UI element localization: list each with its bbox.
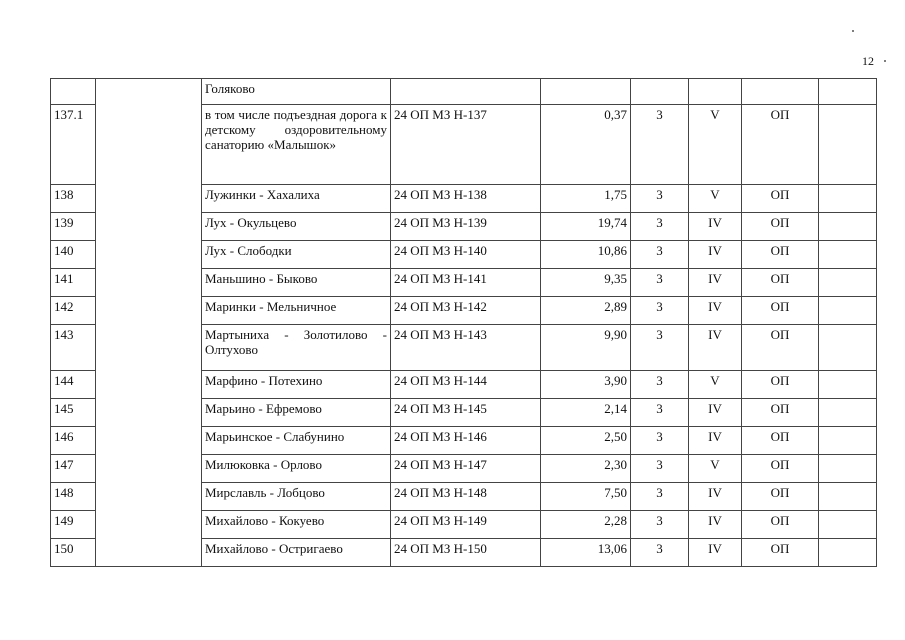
cell-num: 146 [51, 427, 96, 455]
cell-name: Мартыниха - Золотилово - Олтухово [202, 325, 391, 371]
cell-category: 3 [631, 185, 689, 213]
cell-significance: ОП [742, 185, 819, 213]
cell-category [631, 79, 689, 105]
cell-class: V [689, 105, 742, 185]
cell-notes [819, 105, 877, 185]
cell-class: IV [689, 511, 742, 539]
cell-class: IV [689, 427, 742, 455]
cell-significance [742, 79, 819, 105]
cell-code: 24 ОП МЗ Н-137 [391, 105, 541, 185]
cell-name: Лух - Окульцево [202, 213, 391, 241]
cell-class: V [689, 455, 742, 483]
cell-category: 3 [631, 213, 689, 241]
cell-category: 3 [631, 105, 689, 185]
cell-name: Лух - Слободки [202, 241, 391, 269]
cell-num: 150 [51, 539, 96, 567]
cell-length: 3,90 [541, 371, 631, 399]
cell-name: Марфино - Потехино [202, 371, 391, 399]
roads-table [50, 78, 877, 567]
cell-length: 9,35 [541, 269, 631, 297]
cell-code: 24 ОП МЗ Н-143 [391, 325, 541, 371]
cell-code: 24 ОП МЗ Н-144 [391, 371, 541, 399]
cell-length: 10,86 [541, 241, 631, 269]
cell-name: Маринки - Мельничное [202, 297, 391, 325]
cell-code: 24 ОП МЗ Н-150 [391, 539, 541, 567]
cell-num: 140 [51, 241, 96, 269]
cell-num: 138 [51, 185, 96, 213]
cell-code: 24 ОП МЗ Н-140 [391, 241, 541, 269]
cell-significance: ОП [742, 297, 819, 325]
cell-class: V [689, 185, 742, 213]
cell-notes [819, 399, 877, 427]
cell-significance: ОП [742, 213, 819, 241]
cell-notes [819, 269, 877, 297]
cell-category: 3 [631, 297, 689, 325]
cell-notes [819, 79, 877, 105]
scan-speck [852, 30, 854, 32]
cell-significance: ОП [742, 105, 819, 185]
cell-code: 24 ОП МЗ Н-148 [391, 483, 541, 511]
cell-name: Милюковка - Орлово [202, 455, 391, 483]
cell-name: Михайлово - Остригаево [202, 539, 391, 567]
cell-notes [819, 371, 877, 399]
cell-significance: ОП [742, 269, 819, 297]
cell-category: 3 [631, 539, 689, 567]
cell-num: 139 [51, 213, 96, 241]
cell-class: IV [689, 539, 742, 567]
cell-significance: ОП [742, 371, 819, 399]
cell-length: 2,89 [541, 297, 631, 325]
cell-length: 0,37 [541, 105, 631, 185]
cell-length: 13,06 [541, 539, 631, 567]
cell-class: IV [689, 325, 742, 371]
cell-code: 24 ОП МЗ Н-141 [391, 269, 541, 297]
cell-num: 142 [51, 297, 96, 325]
cell-code: 24 ОП МЗ Н-142 [391, 297, 541, 325]
cell-category: 3 [631, 371, 689, 399]
cell-num: 137.1 [51, 105, 96, 185]
cell-class: IV [689, 297, 742, 325]
cell-length [541, 79, 631, 105]
cell-num: 144 [51, 371, 96, 399]
cell-num: 143 [51, 325, 96, 371]
cell-class: IV [689, 213, 742, 241]
cell-notes [819, 539, 877, 567]
cell-name: Марьино - Ефремово [202, 399, 391, 427]
cell-class [689, 79, 742, 105]
table-row [51, 79, 877, 105]
cell-num: 145 [51, 399, 96, 427]
cell-class: IV [689, 269, 742, 297]
cell-class: IV [689, 241, 742, 269]
cell-notes [819, 213, 877, 241]
cell-num: 148 [51, 483, 96, 511]
cell-code [391, 79, 541, 105]
cell-name: Михайлово - Кокуево [202, 511, 391, 539]
cell-length: 2,14 [541, 399, 631, 427]
cell-num [51, 79, 96, 105]
cell-category: 3 [631, 483, 689, 511]
cell-significance: ОП [742, 325, 819, 371]
cell-code: 24 ОП МЗ Н-138 [391, 185, 541, 213]
cell-name: в том числе подъездная дорога к детскому оздоровительному санаторию «Малышок» [202, 105, 391, 185]
cell-notes [819, 325, 877, 371]
cell-significance: ОП [742, 483, 819, 511]
cell-code: 24 ОП МЗ Н-146 [391, 427, 541, 455]
cell-category: 3 [631, 455, 689, 483]
cell-code: 24 ОП МЗ Н-145 [391, 399, 541, 427]
cell-length: 9,90 [541, 325, 631, 371]
cell-class: V [689, 371, 742, 399]
cell-category: 3 [631, 399, 689, 427]
cell-significance: ОП [742, 455, 819, 483]
cell-category: 3 [631, 325, 689, 371]
cell-notes [819, 483, 877, 511]
cell-length: 2,50 [541, 427, 631, 455]
cell-significance: ОП [742, 511, 819, 539]
cell-significance: ОП [742, 539, 819, 567]
roads-table-body [51, 79, 877, 567]
cell-code: 24 ОП МЗ Н-149 [391, 511, 541, 539]
cell-length: 19,74 [541, 213, 631, 241]
district-cell [96, 79, 202, 567]
cell-num: 147 [51, 455, 96, 483]
cell-length: 2,30 [541, 455, 631, 483]
cell-code: 24 ОП МЗ Н-147 [391, 455, 541, 483]
cell-class: IV [689, 483, 742, 511]
cell-category: 3 [631, 241, 689, 269]
cell-name: Марьинское - Слабунино [202, 427, 391, 455]
cell-notes [819, 241, 877, 269]
cell-name: Маньшино - Быково [202, 269, 391, 297]
cell-name: Лужинки - Хахалиха [202, 185, 391, 213]
cell-length: 1,75 [541, 185, 631, 213]
cell-category: 3 [631, 269, 689, 297]
cell-num: 141 [51, 269, 96, 297]
cell-significance: ОП [742, 399, 819, 427]
cell-class: IV [689, 399, 742, 427]
cell-length: 7,50 [541, 483, 631, 511]
cell-notes [819, 297, 877, 325]
scan-speck [884, 60, 886, 62]
cell-significance: ОП [742, 427, 819, 455]
cell-notes [819, 185, 877, 213]
cell-significance: ОП [742, 241, 819, 269]
page-number: 12 [862, 54, 874, 68]
cell-notes [819, 427, 877, 455]
cell-category: 3 [631, 427, 689, 455]
cell-notes [819, 511, 877, 539]
cell-num: 149 [51, 511, 96, 539]
cell-name: Мирславль - Лобцово [202, 483, 391, 511]
cell-length: 2,28 [541, 511, 631, 539]
cell-name: Голяково [202, 79, 391, 105]
cell-code: 24 ОП МЗ Н-139 [391, 213, 541, 241]
cell-notes [819, 455, 877, 483]
cell-category: 3 [631, 511, 689, 539]
